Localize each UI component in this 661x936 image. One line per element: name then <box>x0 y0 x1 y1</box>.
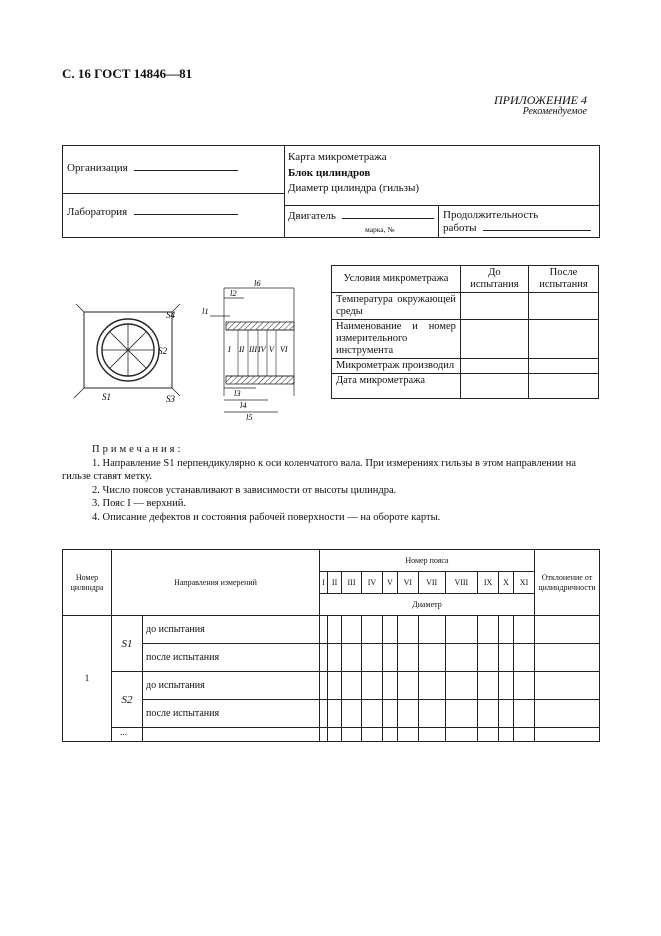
organization-label: Организация <box>67 162 128 174</box>
notes-title: Примечания: <box>92 444 184 455</box>
deviation-cell[interactable] <box>535 644 600 672</box>
cell[interactable] <box>418 700 445 728</box>
note-item-3: 3. Пояс I — верхний. <box>92 498 187 509</box>
condition-date: Дата микрометража <box>332 374 461 399</box>
col-diameter: Диаметр <box>319 594 534 616</box>
cell-date-after[interactable] <box>528 374 598 399</box>
phase-after: после испытания <box>143 700 320 728</box>
cell[interactable] <box>397 672 418 700</box>
label-l4: l4 <box>240 400 247 410</box>
cell[interactable] <box>382 644 397 672</box>
col-belt-number: Номер пояса <box>319 550 534 572</box>
laboratory-label: Лаборатория <box>67 206 128 218</box>
belt-col-1: I <box>319 572 327 594</box>
label-l5: l5 <box>246 412 253 422</box>
belt-label-4: IV <box>258 345 266 354</box>
duration-field[interactable] <box>443 222 591 234</box>
cell[interactable] <box>361 644 382 672</box>
cell[interactable] <box>319 644 327 672</box>
belt-col-5: V <box>382 572 397 594</box>
cell[interactable] <box>382 672 397 700</box>
cell[interactable] <box>499 672 514 700</box>
label-s1: S1 <box>102 392 111 402</box>
engine-label: Двигатель <box>288 210 336 222</box>
note-item-4: 4. Описание дефектов и состояния рабочей поверхности — на обороте карты. <box>92 511 441 523</box>
cell[interactable] <box>342 644 362 672</box>
belt-col-4: IV <box>361 572 382 594</box>
cell[interactable] <box>499 644 514 672</box>
cell-operator-after[interactable] <box>528 359 598 374</box>
cell-temperature-after[interactable] <box>528 293 598 320</box>
cell-instrument-after[interactable] <box>528 320 598 359</box>
direction-s1: S1 <box>112 616 143 672</box>
cell[interactable] <box>499 616 514 644</box>
label-s4: S4 <box>166 310 175 320</box>
cell[interactable] <box>361 616 382 644</box>
belt-label-5: V <box>269 345 274 354</box>
cylinder-cross-section-diagram <box>72 298 190 410</box>
label-s2: S2 <box>158 346 167 356</box>
cell[interactable] <box>418 672 445 700</box>
cell[interactable] <box>342 700 362 728</box>
cell[interactable] <box>361 672 382 700</box>
cell[interactable] <box>328 644 342 672</box>
cell[interactable] <box>445 644 478 672</box>
cell[interactable] <box>499 700 514 728</box>
direction-s2: S2 <box>112 672 143 728</box>
diameter-label: Диаметр цилиндра (гильзы) <box>288 182 420 194</box>
belt-col-3: III <box>342 572 362 594</box>
cell[interactable] <box>445 672 478 700</box>
belt-label-6: VI <box>280 345 288 354</box>
cell[interactable] <box>361 700 382 728</box>
cell[interactable] <box>514 700 535 728</box>
belt-label-2: II <box>239 345 245 354</box>
before-test-header: До испытания <box>460 266 528 293</box>
label-s3: S3 <box>166 394 175 404</box>
deviation-cell[interactable] <box>535 700 600 728</box>
cell[interactable] <box>445 616 478 644</box>
cell[interactable] <box>514 672 535 700</box>
engine-hint: марка, № <box>365 225 395 234</box>
page-header: С. 16 ГОСТ 14846—81 <box>62 66 193 81</box>
after-test-header: После испытания <box>528 266 598 293</box>
cell[interactable] <box>319 700 327 728</box>
belt-col-2: II <box>328 572 342 594</box>
cell[interactable] <box>418 644 445 672</box>
belt-col-7: VII <box>418 572 445 594</box>
cell[interactable] <box>382 616 397 644</box>
belt-label-1: I <box>228 345 231 354</box>
phase-before: до испытания <box>143 672 320 700</box>
cell[interactable] <box>514 616 535 644</box>
belt-col-6: VI <box>397 572 418 594</box>
col-direction: Направления измерений <box>112 550 320 616</box>
cell[interactable] <box>328 616 342 644</box>
cell[interactable] <box>382 700 397 728</box>
label-l6: l6 <box>254 278 261 288</box>
appendix-title: ПРИЛОЖЕНИЕ 4 <box>494 93 587 107</box>
laboratory-field[interactable] <box>67 206 238 218</box>
appendix-subtitle: Рекомендуемое <box>522 106 587 117</box>
cell[interactable] <box>319 672 327 700</box>
ellipsis-row: ... <box>112 728 143 742</box>
label-l1: l1 <box>202 306 209 316</box>
condition-temperature: Температура окружающей среды <box>332 293 461 320</box>
condition-operator: Микрометраж производил <box>332 359 461 374</box>
cell-temperature-before[interactable] <box>460 293 528 320</box>
cell[interactable] <box>397 644 418 672</box>
cell-operator-before[interactable] <box>460 359 528 374</box>
cell[interactable] <box>328 672 342 700</box>
cell[interactable] <box>418 616 445 644</box>
conditions-header: Условия микрометража <box>332 266 461 293</box>
label-l3: l3 <box>234 388 241 398</box>
card-title: Карта микрометража <box>288 151 387 163</box>
col-deviation: Отклонение от цилиндричности <box>535 550 600 616</box>
measurement-table <box>62 549 600 742</box>
belt-col-9: IX <box>478 572 499 594</box>
cell[interactable] <box>478 644 499 672</box>
cell-instrument-before[interactable] <box>460 320 528 359</box>
note-item-2: 2. Число поясов устанавливают в зависимости от высоты цилиндра. <box>92 484 397 496</box>
belt-label-3: III <box>249 345 257 354</box>
belt-col-11: XI <box>514 572 535 594</box>
deviation-cell[interactable] <box>535 672 600 700</box>
label-l2: l2 <box>230 288 237 298</box>
belt-col-10: X <box>499 572 514 594</box>
block-label: Блок цилиндров <box>288 167 371 179</box>
cell[interactable] <box>478 616 499 644</box>
phase-after: после испытания <box>143 644 320 672</box>
note-item-1: 1. Направление S1 перпендикулярно к оси коленчатого вала. При измерениях гильзы в этом направлении на гильзе ставят метку. <box>62 457 577 482</box>
organization-field[interactable] <box>67 162 238 174</box>
appendix-label <box>494 94 587 118</box>
cell[interactable] <box>397 700 418 728</box>
cylinder-number-cell: 1 <box>63 616 112 742</box>
cell[interactable] <box>514 644 535 672</box>
duration-label-1: Продолжительность <box>443 209 539 221</box>
notes-section <box>62 443 602 524</box>
cell[interactable] <box>342 616 362 644</box>
cell[interactable] <box>478 700 499 728</box>
cylinder-longitudinal-diagram <box>196 276 308 426</box>
cell[interactable] <box>342 672 362 700</box>
engine-field[interactable] <box>288 210 434 222</box>
micrometry-card-header <box>62 145 600 238</box>
cell[interactable] <box>397 616 418 644</box>
cell-date-before[interactable] <box>460 374 528 399</box>
cell[interactable] <box>328 700 342 728</box>
conditions-table <box>331 265 599 399</box>
col-cylinder-number: Номер цилиндра <box>63 550 112 616</box>
deviation-cell[interactable] <box>535 616 600 644</box>
condition-instrument: Наименование и номер измерительного инструмента <box>332 320 461 359</box>
cell[interactable] <box>478 672 499 700</box>
cell[interactable] <box>445 700 478 728</box>
cell[interactable] <box>319 616 327 644</box>
belt-col-8: VIII <box>445 572 478 594</box>
phase-before: до испытания <box>143 616 320 644</box>
duration-label-2: работы <box>443 222 477 234</box>
